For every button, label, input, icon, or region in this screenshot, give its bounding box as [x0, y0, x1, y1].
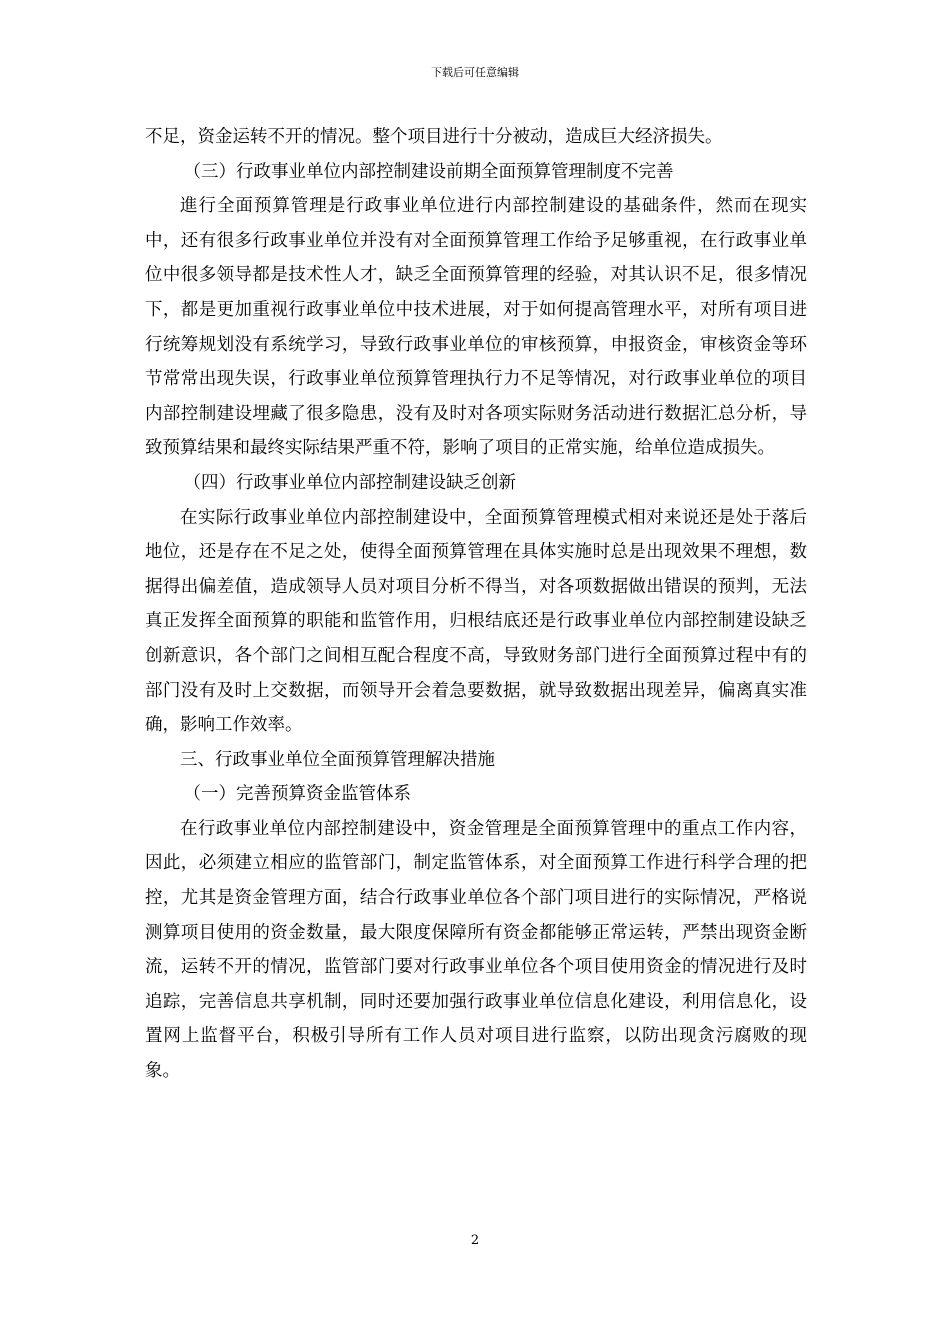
paragraph-supervision: 在行政事业单位内部控制建设中，资金管理是全面预算管理中的重点工作内容，因此，必须建立相应的监管部门，制定监管体系，对全面预算工作进行科学合理的把控，尤其是资金管理方面，结合行政事业单位各个部门项目进行的实际情况，严格说测算项目使用的资金数量，最大限度保障所有资金都能够正常运转，严禁出现资金断流，运转不开的情况，监管部门要对行政事业单位各个项目使用资金的情况进行及时追踪，完善信息共享机制，同时还要加强行政事业单位信息化建设，利用信息化，设置网上监督平台，积极引导所有工作人员对项目进行监察，以防出现贪污腐败的现象。: [145, 818, 807, 1082]
section-heading-3: 三、行政事业单位全面预算管理解决措施: [180, 749, 495, 770]
document-body: [145, 120, 807, 1089]
subheading-1: （一）完善预算资金监管体系: [183, 784, 411, 805]
paragraph-budget-system: 進行全面预算管理是行政事业单位进行内部控制建设的基础条件，然而在现实中，还有很多行政事业单位并没有对全面预算管理工作给予足够重视，在行政事业单位中很多领导都是技术性人才，缺乏全面预算管理的经验，对其认识不足，很多情况下，都是更加重视行政事业单位中技术进展，对于如何提高管理水平，对所有项目进行统筹规划没有系统学习，导致行政事业单位的审核预算，申报资金，审核资金等环节常常出现失误，行政事业单位预算管理执行力不足等情况，对行政事业单位的项目内部控制建设埋藏了很多隐患，没有及时对各项实际财务活动进行数据汇总分析，导致预算结果和最终实际结果严重不符，影响了项目的正常实施，给单位造成损失。: [145, 196, 807, 459]
subheading-3: （三）行政事业单位内部控制建设前期全面预算管理制度不完善: [183, 161, 674, 182]
subheading-4: （四）行政事业单位内部控制建设缺乏创新: [183, 472, 516, 493]
page-header: 下载后可任意编辑: [431, 66, 519, 79]
page-number: 2: [470, 1233, 480, 1248]
paragraph-innovation: 在实际行政事业单位内部控制建设中，全面预算管理模式相对来说还是处于落后地位，还是存在不足之处，使得全面预算管理在具体实施时总是出现效果不理想，数据得出偏差值，造成领导人员对项目分析不得当，对各项数据做出错误的预判，无法真正发挥全面预算的职能和监管作用，归根结底还是行政事业单位内部控制建设缺乏创新意识，各个部门之间相互配合程度不高，导致财务部门进行全面预算过程中有的部门没有及时上交数据，而领导开会着急要数据，就导致数据出现差异，偏离真实准确，影响工作效率。: [145, 507, 807, 736]
paragraph-continuation: 不足，资金运转不开的情况。整个项目进行十分被动，造成巨大经济损失。: [145, 127, 723, 147]
